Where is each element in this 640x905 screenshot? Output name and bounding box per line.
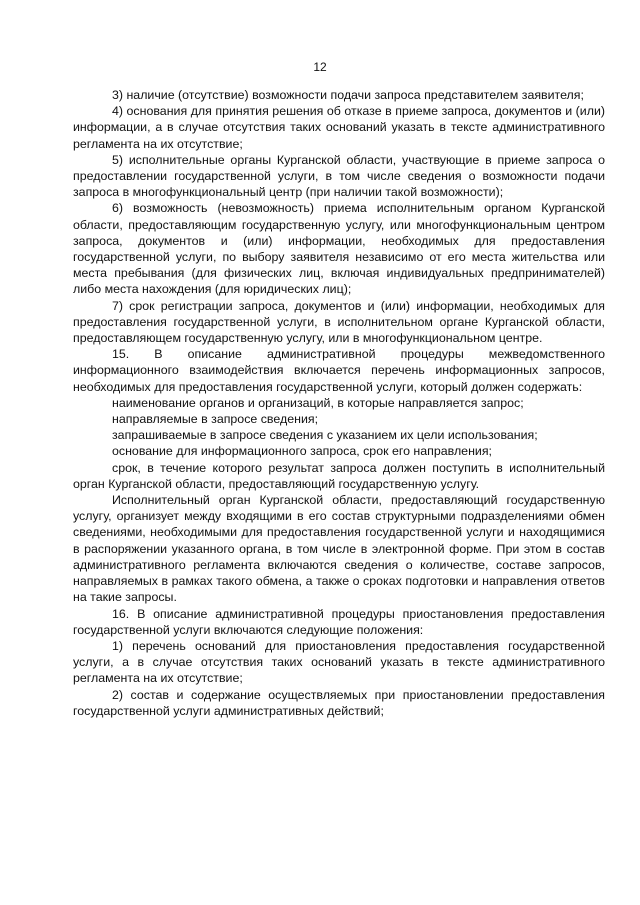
paragraph-item-7: 7) срок регистрации запроса, документов и (или) информации, необходимых для предоставления государственной услуги, в исполнительном органе Курганской области, предоставляющем государственную услугу, или в многофункциональном центре. bbox=[73, 298, 605, 346]
paragraph-suspension-2: 2) состав и содержание осуществляемых при приостановлении предоставления государственной услуги административных действий; bbox=[73, 687, 605, 718]
paragraph-suspension-1: 1) перечень оснований для приостановления предоставления государственной услуги, а в случае отсутствия таких оснований указать в тексте административного регламента на их отсутствие; bbox=[73, 638, 605, 686]
paragraph-request-sent: направляемые в запросе сведения; bbox=[112, 412, 319, 427]
paragraph-clause-15: 15. В описание административной процедуры межведомственного информационного взаимодействия включается перечень информационных запросов, необходимых для предоставления государственной услуги, который должен содержать: bbox=[73, 347, 605, 394]
paragraph-internal-exchange: Исполнительный орган Курганской области, предоставляющий государственную услугу, организует между входящими в его состав структурными подразделениями обмен сведениями, необходимыми для предоставления государственной услуги и находящимися в распоряжении указанного органа, в том числе в электронной форме. При этом в состав административного регламента включаются сведения о количестве, составе запросов, направляемых в рамках такого обмена, а также о сроках подготовки и направления ответов на такие запросы. bbox=[73, 493, 605, 605]
paragraph-item-3: 3) наличие (отсутствие) возможности подачи запроса представителем заявителя; bbox=[112, 88, 584, 102]
paragraph-request-deadline: срок, в течение которого результат запроса должен поступить в исполнительный орган Курганской области, предоставляющий государственную услугу. bbox=[73, 460, 605, 491]
paragraph-clause-16: 16. В описание административной процедуры приостановления предоставления государственной услуги включаются следующие положения: bbox=[73, 606, 605, 637]
document-body bbox=[73, 87, 605, 719]
paragraph-item-5: 5) исполнительные органы Курганской области, участвующие в приеме запроса о предоставлении государственной услуги, в том числе сведения о возможности подачи запроса в многофункциональный центр (при наличии такой возможности); bbox=[73, 152, 605, 200]
paragraph-item-6: 6) возможность (невозможность) приема исполнительным органом Курганской области, предоставляющим государственную услугу, или многофункциональным центром запроса, документов и (или) информации, необходимых для предоставления государственной услуги, по выбору заявителя независимо от его места жительства или места пребывания (для физических лиц, включая индивидуальных предпринимателей) либо места нахождения (для юридических лиц); bbox=[73, 201, 605, 297]
paragraph-request-orgs: наименование органов и организаций, в которые направляется запрос; bbox=[112, 395, 524, 410]
paragraph-request-basis: основание для информационного запроса, срок его направления; bbox=[112, 444, 492, 459]
page-number: 12 bbox=[313, 60, 327, 74]
paragraph-request-requested: запрашиваемые в запросе сведения с указанием их цели использования; bbox=[112, 428, 538, 443]
paragraph-item-4: 4) основания для принятия решения об отказе в приеме запроса, документов и (или) информации, а в случае отсутствия таких оснований указать в тексте административного регламента на их отсутствие; bbox=[73, 104, 605, 151]
